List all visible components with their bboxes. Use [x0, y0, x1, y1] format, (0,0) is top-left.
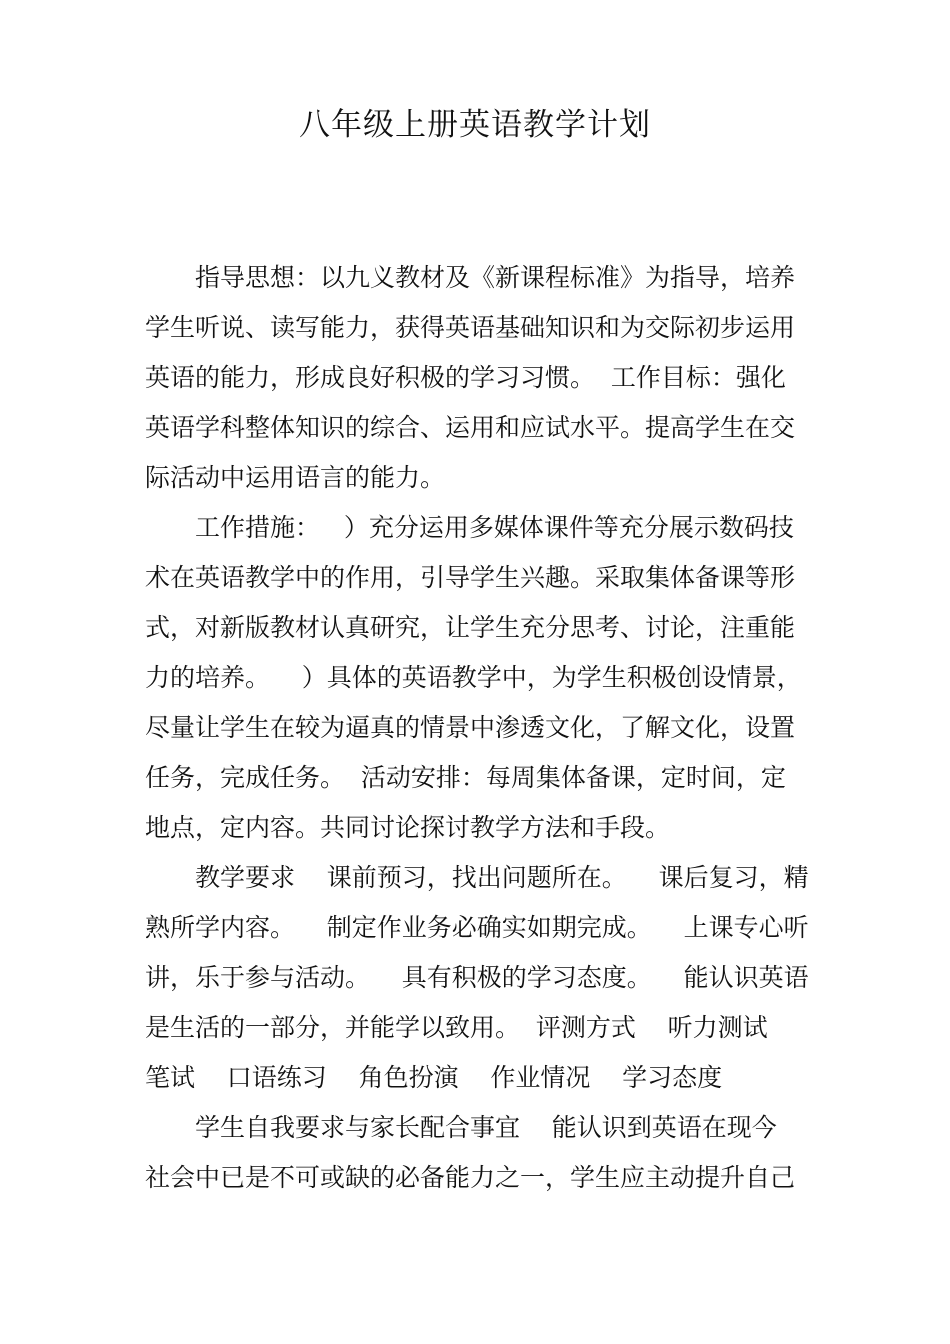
- text-line: 是生活的一部分，并能学以致用。 评测方式 听力测试: [145, 1013, 768, 1042]
- document-title: 八年级上册英语教学计划: [299, 107, 651, 143]
- text-line: 尽量让学生在较为逼真的情景中渗透文化，了解文化，设置: [145, 713, 796, 742]
- text-line: 学生自我要求与家长配合事宜 能认识到英语在现今: [195, 1113, 777, 1142]
- text-line: 任务，完成任务。 活动安排：每周集体备课，定时间，定: [145, 763, 786, 792]
- text-line: 英语学科整体知识的综合、运用和应试水平。提高学生在交: [145, 413, 796, 442]
- text-line: 式，对新版教材认真研究，让学生充分思考、讨论，注重能: [145, 613, 796, 642]
- text-line: 笔试 口语练习 角色扮演 作业情况 学习态度: [145, 1063, 723, 1092]
- text-line: 指导思想：以九义教材及《新课程标准》为指导，培养: [195, 263, 796, 292]
- text-line: 工作措施： ）充分运用多媒体课件等充分展示数码技: [195, 513, 794, 542]
- text-line: 地点，定内容。共同讨论探讨教学方法和手段。: [145, 813, 671, 842]
- text-line: 力的培养。 ）具体的英语教学中，为学生积极创设情景，: [145, 663, 802, 692]
- text-line: 际活动中运用语言的能力。: [145, 463, 446, 492]
- text-line: 学生听说、读写能力，获得英语基础知识和为交际初步运用: [145, 313, 796, 342]
- text-line: 教学要求 课前预习，找出问题所在。 课后复习，精: [195, 863, 809, 892]
- text-line: 术在英语教学中的作用，引导学生兴趣。采取集体备课等形: [145, 563, 796, 592]
- text-line: 讲，乐于参与活动。 具有积极的学习态度。 能认识英语: [145, 963, 809, 992]
- text-line: 英语的能力，形成良好积极的学习习惯。 工作目标：强化: [145, 363, 786, 392]
- text-line: 社会中已是不可或缺的必备能力之一，学生应主动提升自己: [145, 1163, 796, 1192]
- text-line: 熟所学内容。 制定作业务必确实如期完成。 上课专心听: [145, 913, 809, 942]
